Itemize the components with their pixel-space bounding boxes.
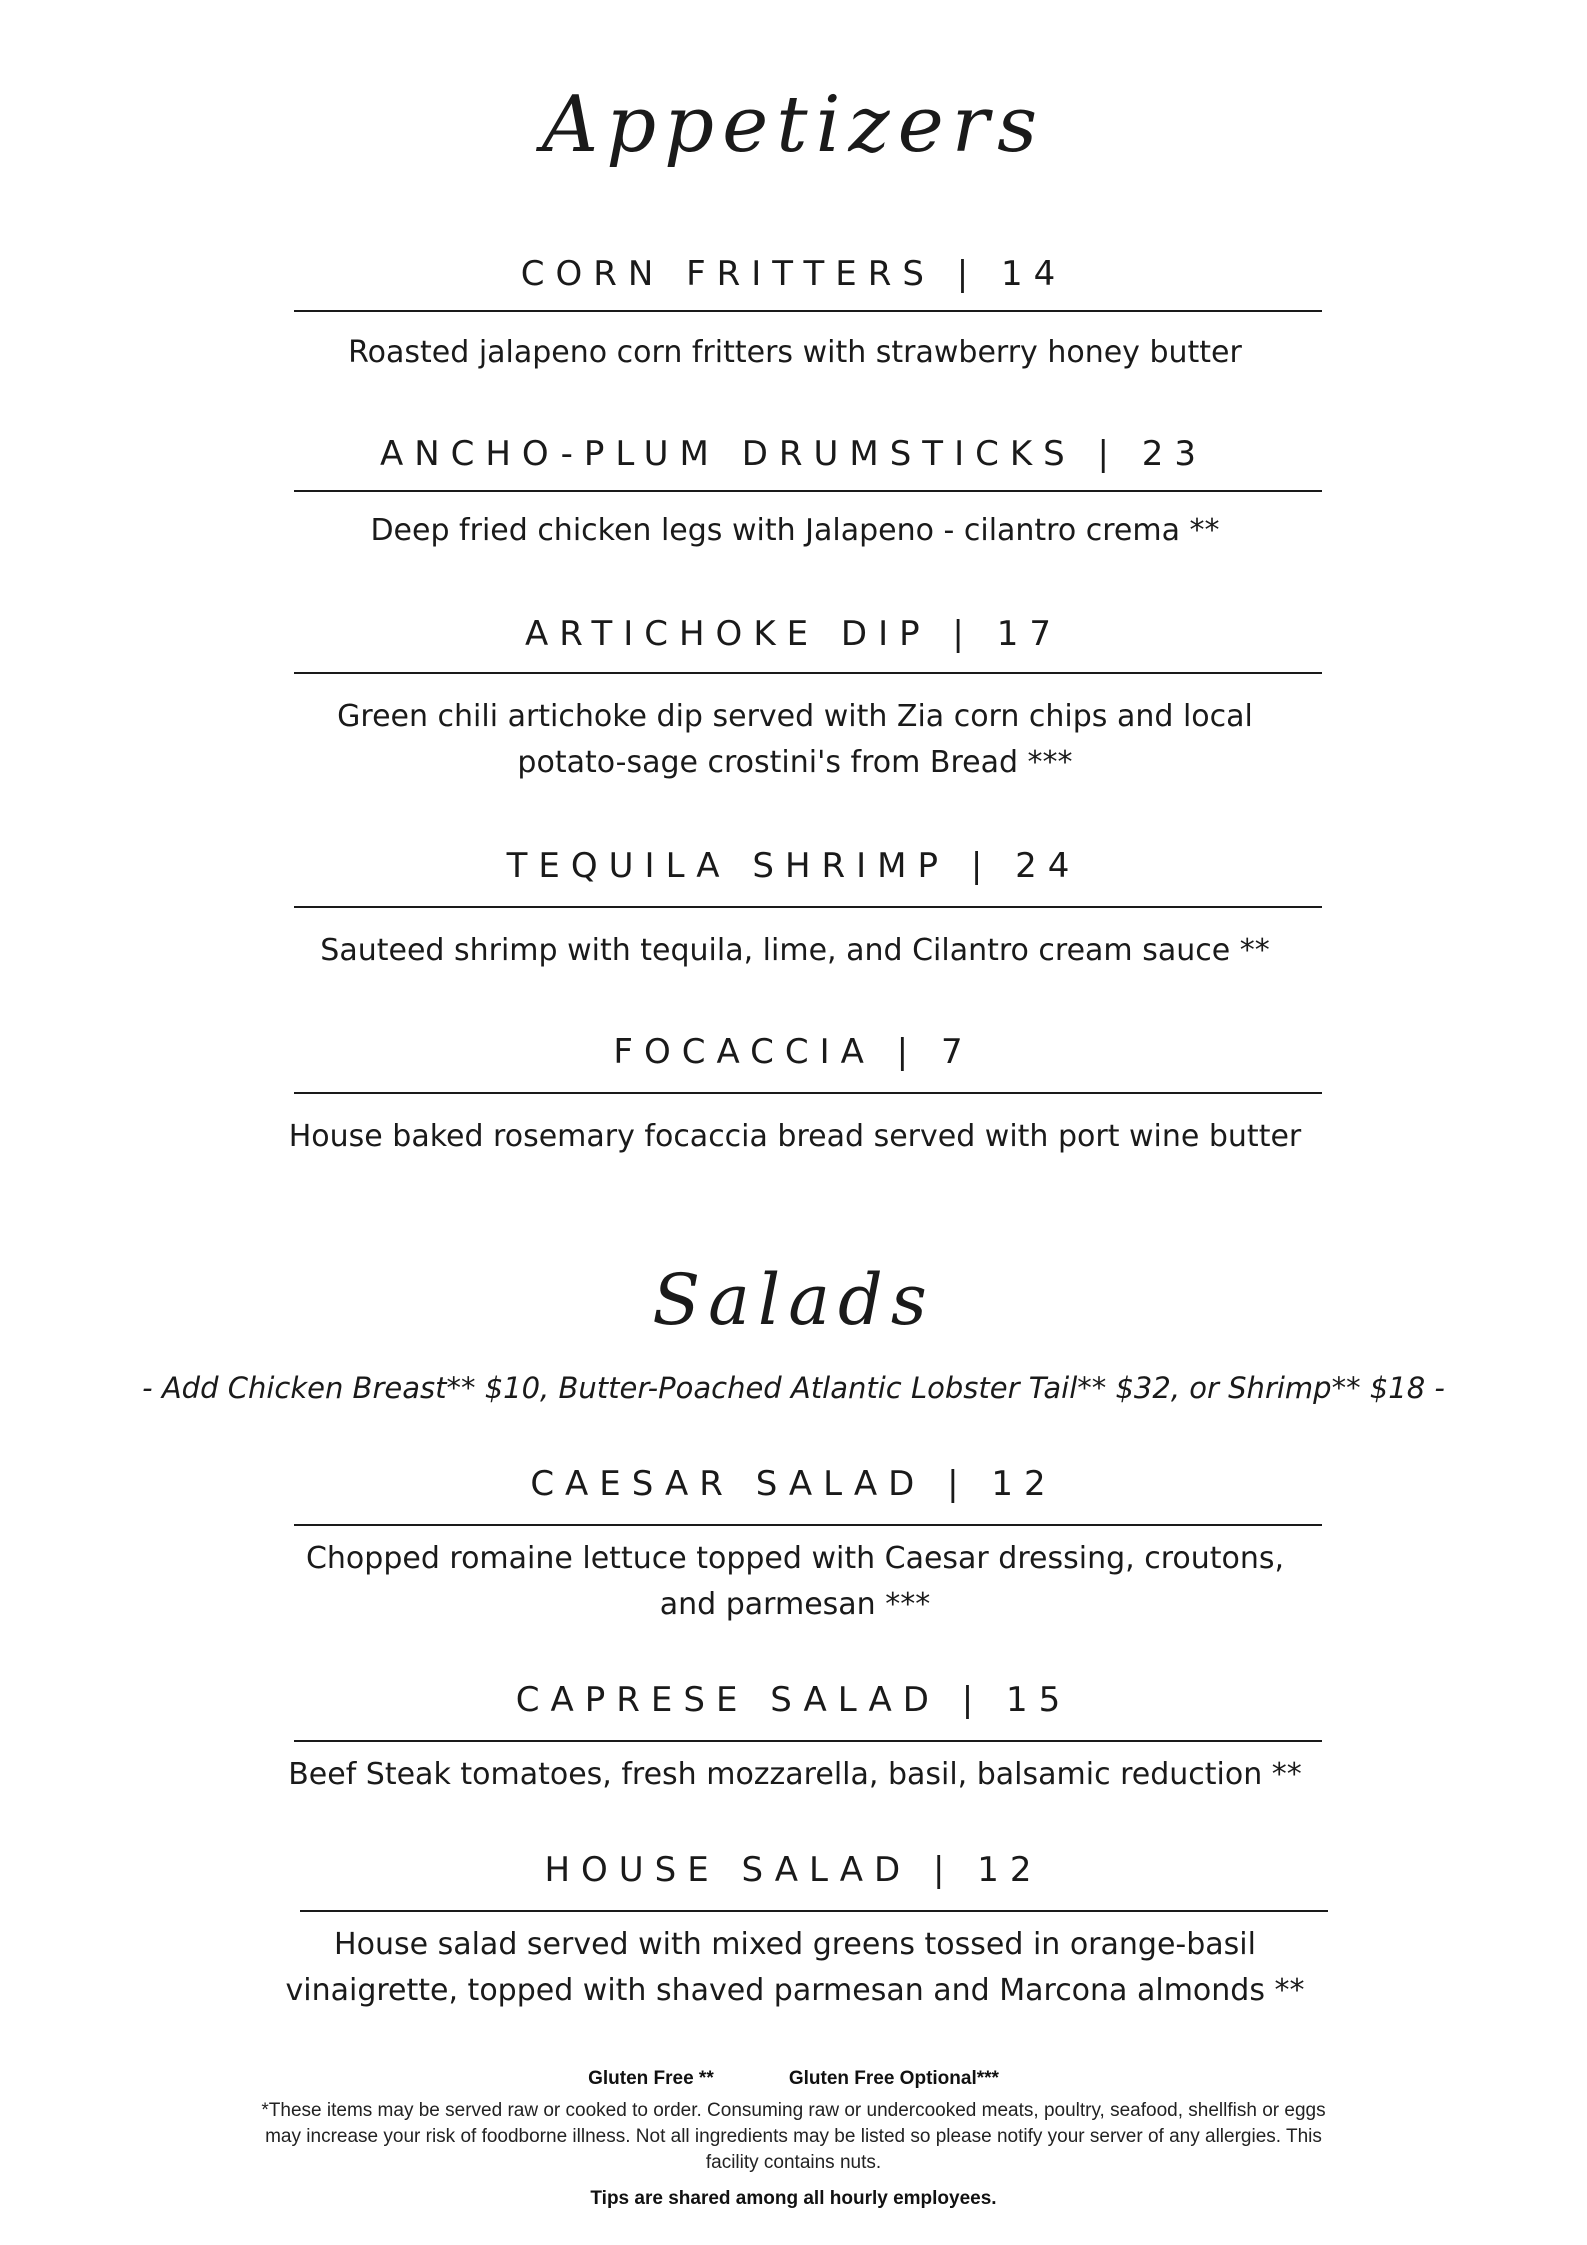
menu-item-description: House salad served with mixed greens tossed in orange-basil vinaigrette, topped with shaved parmesan and Marcona almonds ** [285,1927,1305,2008]
divider [300,1910,1328,1912]
menu-item-title: CAESAR SALAD | 12 [530,1464,1057,1504]
menu-item-description: Deep fried chicken legs with Jalapeno - cilantro crema ** [370,513,1220,548]
appetizers-heading: Appetizers [541,80,1046,170]
divider [294,1740,1322,1742]
menu-item-title: CAPRESE SALAD | 15 [515,1680,1072,1720]
salad-addons: - Add Chicken Breast** $10, Butter-Poached Atlantic Lobster Tail** $32, or Shrimp** $18 - [142,1371,1445,1405]
gluten-legend [0,2066,1587,2092]
menu-item-title: ANCHO-PLUM DRUMSTICKS | 23 [379,434,1208,474]
menu-item-description: Chopped romaine lettuce topped with Caesar dressing, croutons, and parmesan *** [305,1541,1285,1622]
divider [294,1092,1322,1094]
menu-item-title: HOUSE SALAD | 12 [544,1850,1043,1890]
menu-item-description: Green chili artichoke dip served with Zia corn chips and local potato-sage crostini's from Bread *** [337,699,1253,780]
menu-item-title: FOCACCIA | 7 [613,1032,974,1072]
divider [294,310,1322,312]
divider [294,490,1322,492]
menu-item-title: TEQUILA SHRIMP | 24 [506,846,1081,886]
gluten-free-legend: Gluten Free ** [588,2068,714,2089]
divider [294,672,1322,674]
gluten-free-optional-legend: Gluten Free Optional*** [788,2068,999,2089]
menu-item-description: Roasted jalapeno corn fritters with strawberry honey butter [348,335,1242,370]
menu-item-description: House baked rosemary focaccia bread served with port wine butter [288,1119,1302,1154]
tips-note: Tips are shared among all hourly employees. [590,2188,997,2209]
divider [294,906,1322,908]
menu-item-description: Beef Steak tomatoes, fresh mozzarella, basil, balsamic reduction ** [288,1757,1302,1792]
menu-item-title: CORN FRITTERS | 14 [520,254,1067,294]
salads-heading: Salads [652,1259,935,1341]
menu-item-description: Sauteed shrimp with tequila, lime, and Cilantro cream sauce ** [320,933,1270,968]
divider [294,1524,1322,1526]
menu-item-title: ARTICHOKE DIP | 17 [525,614,1062,654]
disclaimer: *These items may be served raw or cooked to order. Consuming raw or undercooked meats, poultry, seafood, shellfish or eggs may increase your risk of foodborne illness. Not all ingredients may be listed so please notify your server of any allergies. This facility contains nuts. [261,2100,1326,2173]
